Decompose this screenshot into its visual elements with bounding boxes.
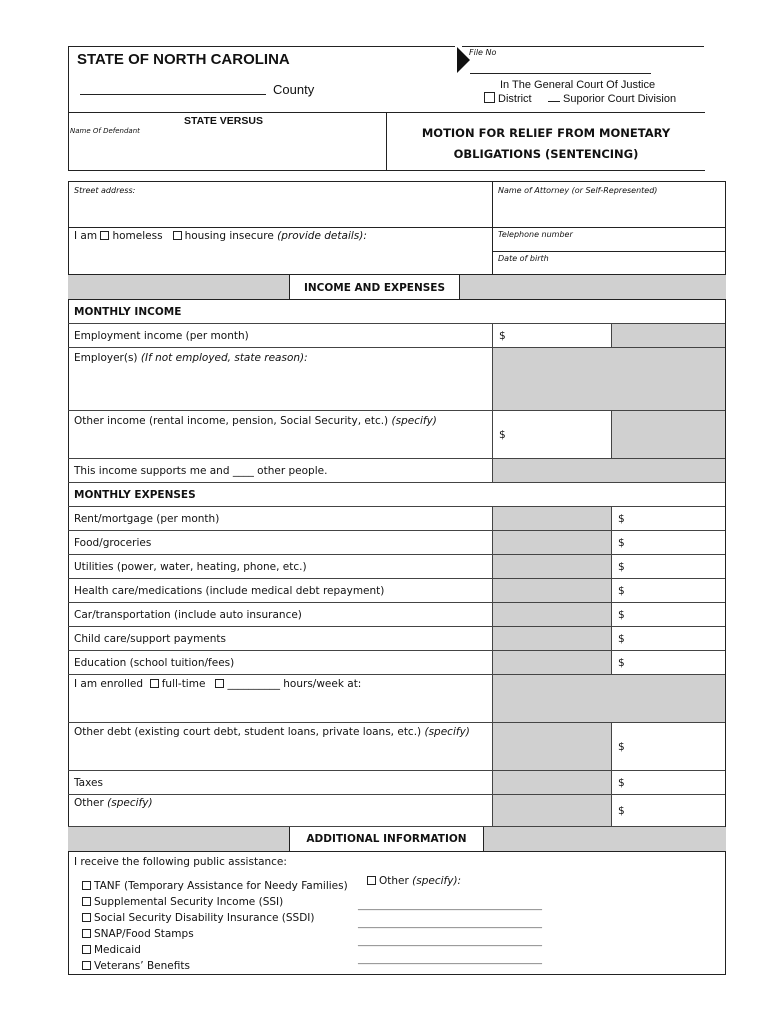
program-label: Medicaid (94, 944, 141, 956)
program-item[interactable] (82, 958, 348, 974)
monthly-income-heading: MONTHLY INCOME (74, 306, 182, 318)
other-income-label (74, 415, 437, 427)
employers-note: (If not employed, state reason): (140, 352, 308, 364)
expense-amount[interactable] (611, 531, 725, 554)
expense-row (68, 603, 725, 627)
program-item[interactable] (82, 910, 348, 926)
other-assistance-blanks[interactable] (358, 897, 542, 969)
other-income-text: Other income (rental income, pension, Social Security, etc.) (74, 415, 392, 427)
expense-label: Utilities (power, water, heating, phone, etc.) (74, 561, 307, 573)
shade-cell (492, 531, 611, 554)
telephone-label: Telephone number (498, 230, 573, 239)
expense-row (68, 627, 725, 651)
other-expense-note: (specify) (107, 797, 153, 809)
income-expenses-title: INCOME AND EXPENSES (289, 274, 460, 300)
program-checkbox[interactable] (82, 881, 91, 890)
expense-amount[interactable] (611, 627, 725, 650)
taxes-amount[interactable] (611, 771, 725, 794)
dollar-sign: $ (499, 330, 506, 342)
dollar-sign: $ (618, 777, 625, 789)
district-option[interactable] (484, 92, 532, 105)
dollar-sign: $ (618, 609, 625, 621)
file-no-blank[interactable] (470, 73, 651, 74)
provide-details-label: (provide details): (277, 230, 367, 242)
employers-text: Employer(s) (74, 352, 141, 364)
supports-people-label: This income supports me and ____ other people. (74, 465, 328, 477)
dollar-sign: $ (618, 657, 625, 669)
attorney-label: Name of Attorney (or Self-Represented) (498, 186, 658, 195)
shade-cell (492, 555, 611, 578)
shade-cell (492, 675, 725, 722)
dollar-sign: $ (618, 585, 625, 597)
superior-label: Suporior Court Division (563, 93, 677, 105)
program-list (82, 878, 348, 974)
other-expense-row (68, 795, 725, 827)
other-assistance-note: (specify): (412, 875, 462, 887)
district-checkbox[interactable] (484, 92, 495, 103)
monthly-expenses-row (68, 483, 725, 507)
public-assistance-label: I receive the following public assistance: (74, 856, 287, 868)
blank-line[interactable]: ______________________________________________ (358, 955, 542, 964)
dollar-sign: $ (499, 429, 506, 441)
header-divider (386, 112, 387, 171)
info-rule-1 (68, 227, 726, 228)
monthly-income-row (68, 300, 725, 324)
shade-cell (611, 411, 725, 458)
supports-row (68, 459, 725, 483)
other-debt-label (74, 726, 470, 738)
other-debt-note: (specify) (424, 726, 470, 738)
shade-cell (492, 603, 611, 626)
other-debt-text: Other debt (existing court debt, student loans, private loans, etc.) (74, 726, 425, 738)
program-checkbox[interactable] (82, 929, 91, 938)
county-label: County (273, 82, 315, 97)
motion-title-1: MOTION FOR RELIEF FROM MONETARY (421, 126, 671, 140)
defendant-label: Name Of Defendant (70, 127, 140, 135)
housing-line (74, 230, 367, 242)
other-income-row (68, 411, 725, 459)
program-item[interactable] (82, 894, 348, 910)
expense-amount[interactable] (611, 651, 725, 674)
program-label: Veterans’ Benefits (94, 960, 190, 972)
expense-label: Food/groceries (74, 537, 152, 549)
expense-row (68, 651, 725, 675)
expense-label: Rent/mortgage (per month) (74, 513, 220, 525)
superior-option[interactable] (548, 92, 676, 105)
expense-row (68, 507, 725, 531)
street-address-label: Street address: (74, 186, 136, 195)
state-title: STATE OF NORTH CAROLINA (77, 51, 290, 68)
employment-income-row (68, 324, 725, 348)
other-debt-amount[interactable] (611, 723, 725, 770)
program-item[interactable] (82, 942, 348, 958)
program-checkbox[interactable] (82, 897, 91, 906)
dob-label: Date of birth (498, 254, 549, 263)
header-top-rule (68, 46, 455, 47)
enrolled-text: I am enrolled (74, 678, 144, 690)
employers-row (68, 348, 725, 411)
employers-label (74, 352, 308, 364)
full-time-label: full-time (161, 678, 206, 690)
program-label: Social Security Disability Insurance (SSDI) (94, 912, 315, 924)
shade-cell (492, 795, 611, 826)
expense-label: Health care/medications (include medical debt repayment) (74, 585, 385, 597)
other-expense-label (74, 797, 153, 809)
info-rule-2 (492, 251, 726, 252)
monthly-expenses-heading: MONTHLY EXPENSES (74, 489, 196, 501)
expense-label: Education (school tuition/fees) (74, 657, 235, 669)
expense-row (68, 531, 725, 555)
header-bottom-rule (68, 170, 705, 171)
expense-amount[interactable] (611, 603, 725, 626)
program-checkbox[interactable] (82, 961, 91, 970)
shade-cell (492, 507, 611, 530)
shade-cell (492, 348, 725, 410)
hours-week-label: __________ hours/week at: (227, 678, 362, 690)
dollar-sign: $ (618, 741, 625, 753)
other-assistance-checkbox[interactable] (367, 876, 376, 885)
taxes-label: Taxes (74, 777, 103, 789)
shade-cell (611, 324, 725, 347)
additional-title: ADDITIONAL INFORMATION (289, 827, 484, 852)
shade-cell (492, 651, 611, 674)
superior-checkbox[interactable] (548, 92, 560, 102)
program-item[interactable] (82, 926, 348, 942)
dollar-sign: $ (618, 561, 625, 573)
employment-income-label: Employment income (per month) (74, 330, 249, 342)
other-debt-row (68, 723, 725, 771)
blank-line[interactable]: ______________________________________________ (358, 919, 542, 928)
court-title: In The General Court Of Justice (500, 79, 656, 91)
housing-insecure-checkbox[interactable] (173, 231, 182, 240)
program-item[interactable] (82, 878, 348, 894)
blank-line[interactable]: ______________________________________________ (358, 901, 542, 910)
shade-cell (492, 771, 611, 794)
other-income-note: (specify) (391, 415, 437, 427)
dollar-sign: $ (618, 805, 625, 817)
homeless-checkbox[interactable] (100, 231, 109, 240)
state-versus: STATE VERSUS (184, 115, 263, 127)
file-no-label: File No (469, 48, 497, 57)
program-label: TANF (Temporary Assistance for Needy Families) (94, 880, 348, 892)
other-assistance-text: Other (379, 875, 413, 887)
motion-title-2: OBLIGATIONS (SENTENCING) (453, 147, 639, 161)
housing-prefix: I am (74, 230, 98, 242)
enrolled-label (74, 678, 361, 690)
blank-line[interactable]: ______________________________________________ (358, 937, 542, 946)
dollar-sign: $ (618, 633, 625, 645)
enrolled-row (68, 675, 725, 723)
expense-label: Car/transportation (include auto insurance) (74, 609, 302, 621)
other-expense-text: Other (74, 797, 108, 809)
header-left-rule (68, 46, 69, 171)
expense-amount[interactable] (611, 579, 725, 602)
program-checkbox[interactable] (82, 945, 91, 954)
county-blank[interactable] (80, 94, 266, 95)
dollar-sign: $ (618, 513, 625, 525)
employment-income-amount[interactable] (492, 324, 611, 347)
expense-row (68, 579, 725, 603)
other-expense-amount[interactable] (611, 795, 725, 826)
district-label: District (498, 93, 532, 105)
program-label: SNAP/Food Stamps (94, 928, 194, 940)
shade-cell (492, 579, 611, 602)
full-time-checkbox[interactable] (150, 679, 159, 688)
part-time-checkbox[interactable] (215, 679, 224, 688)
expense-row (68, 555, 725, 579)
taxes-row (68, 771, 725, 795)
expense-label: Child care/support payments (74, 633, 227, 645)
housing-insecure-label: housing insecure (184, 230, 274, 242)
program-checkbox[interactable] (82, 913, 91, 922)
expense-amount[interactable] (611, 555, 725, 578)
other-assistance-option[interactable] (367, 875, 461, 887)
shade-cell (492, 627, 611, 650)
other-income-amount[interactable] (492, 411, 611, 458)
program-label: Supplemental Security Income (SSI) (94, 896, 284, 908)
file-top-rule (462, 46, 704, 47)
shade-cell (492, 723, 611, 770)
expense-amount[interactable] (611, 507, 725, 530)
dollar-sign: $ (618, 537, 625, 549)
homeless-label: homeless (112, 230, 163, 242)
shade-cell (492, 459, 725, 482)
